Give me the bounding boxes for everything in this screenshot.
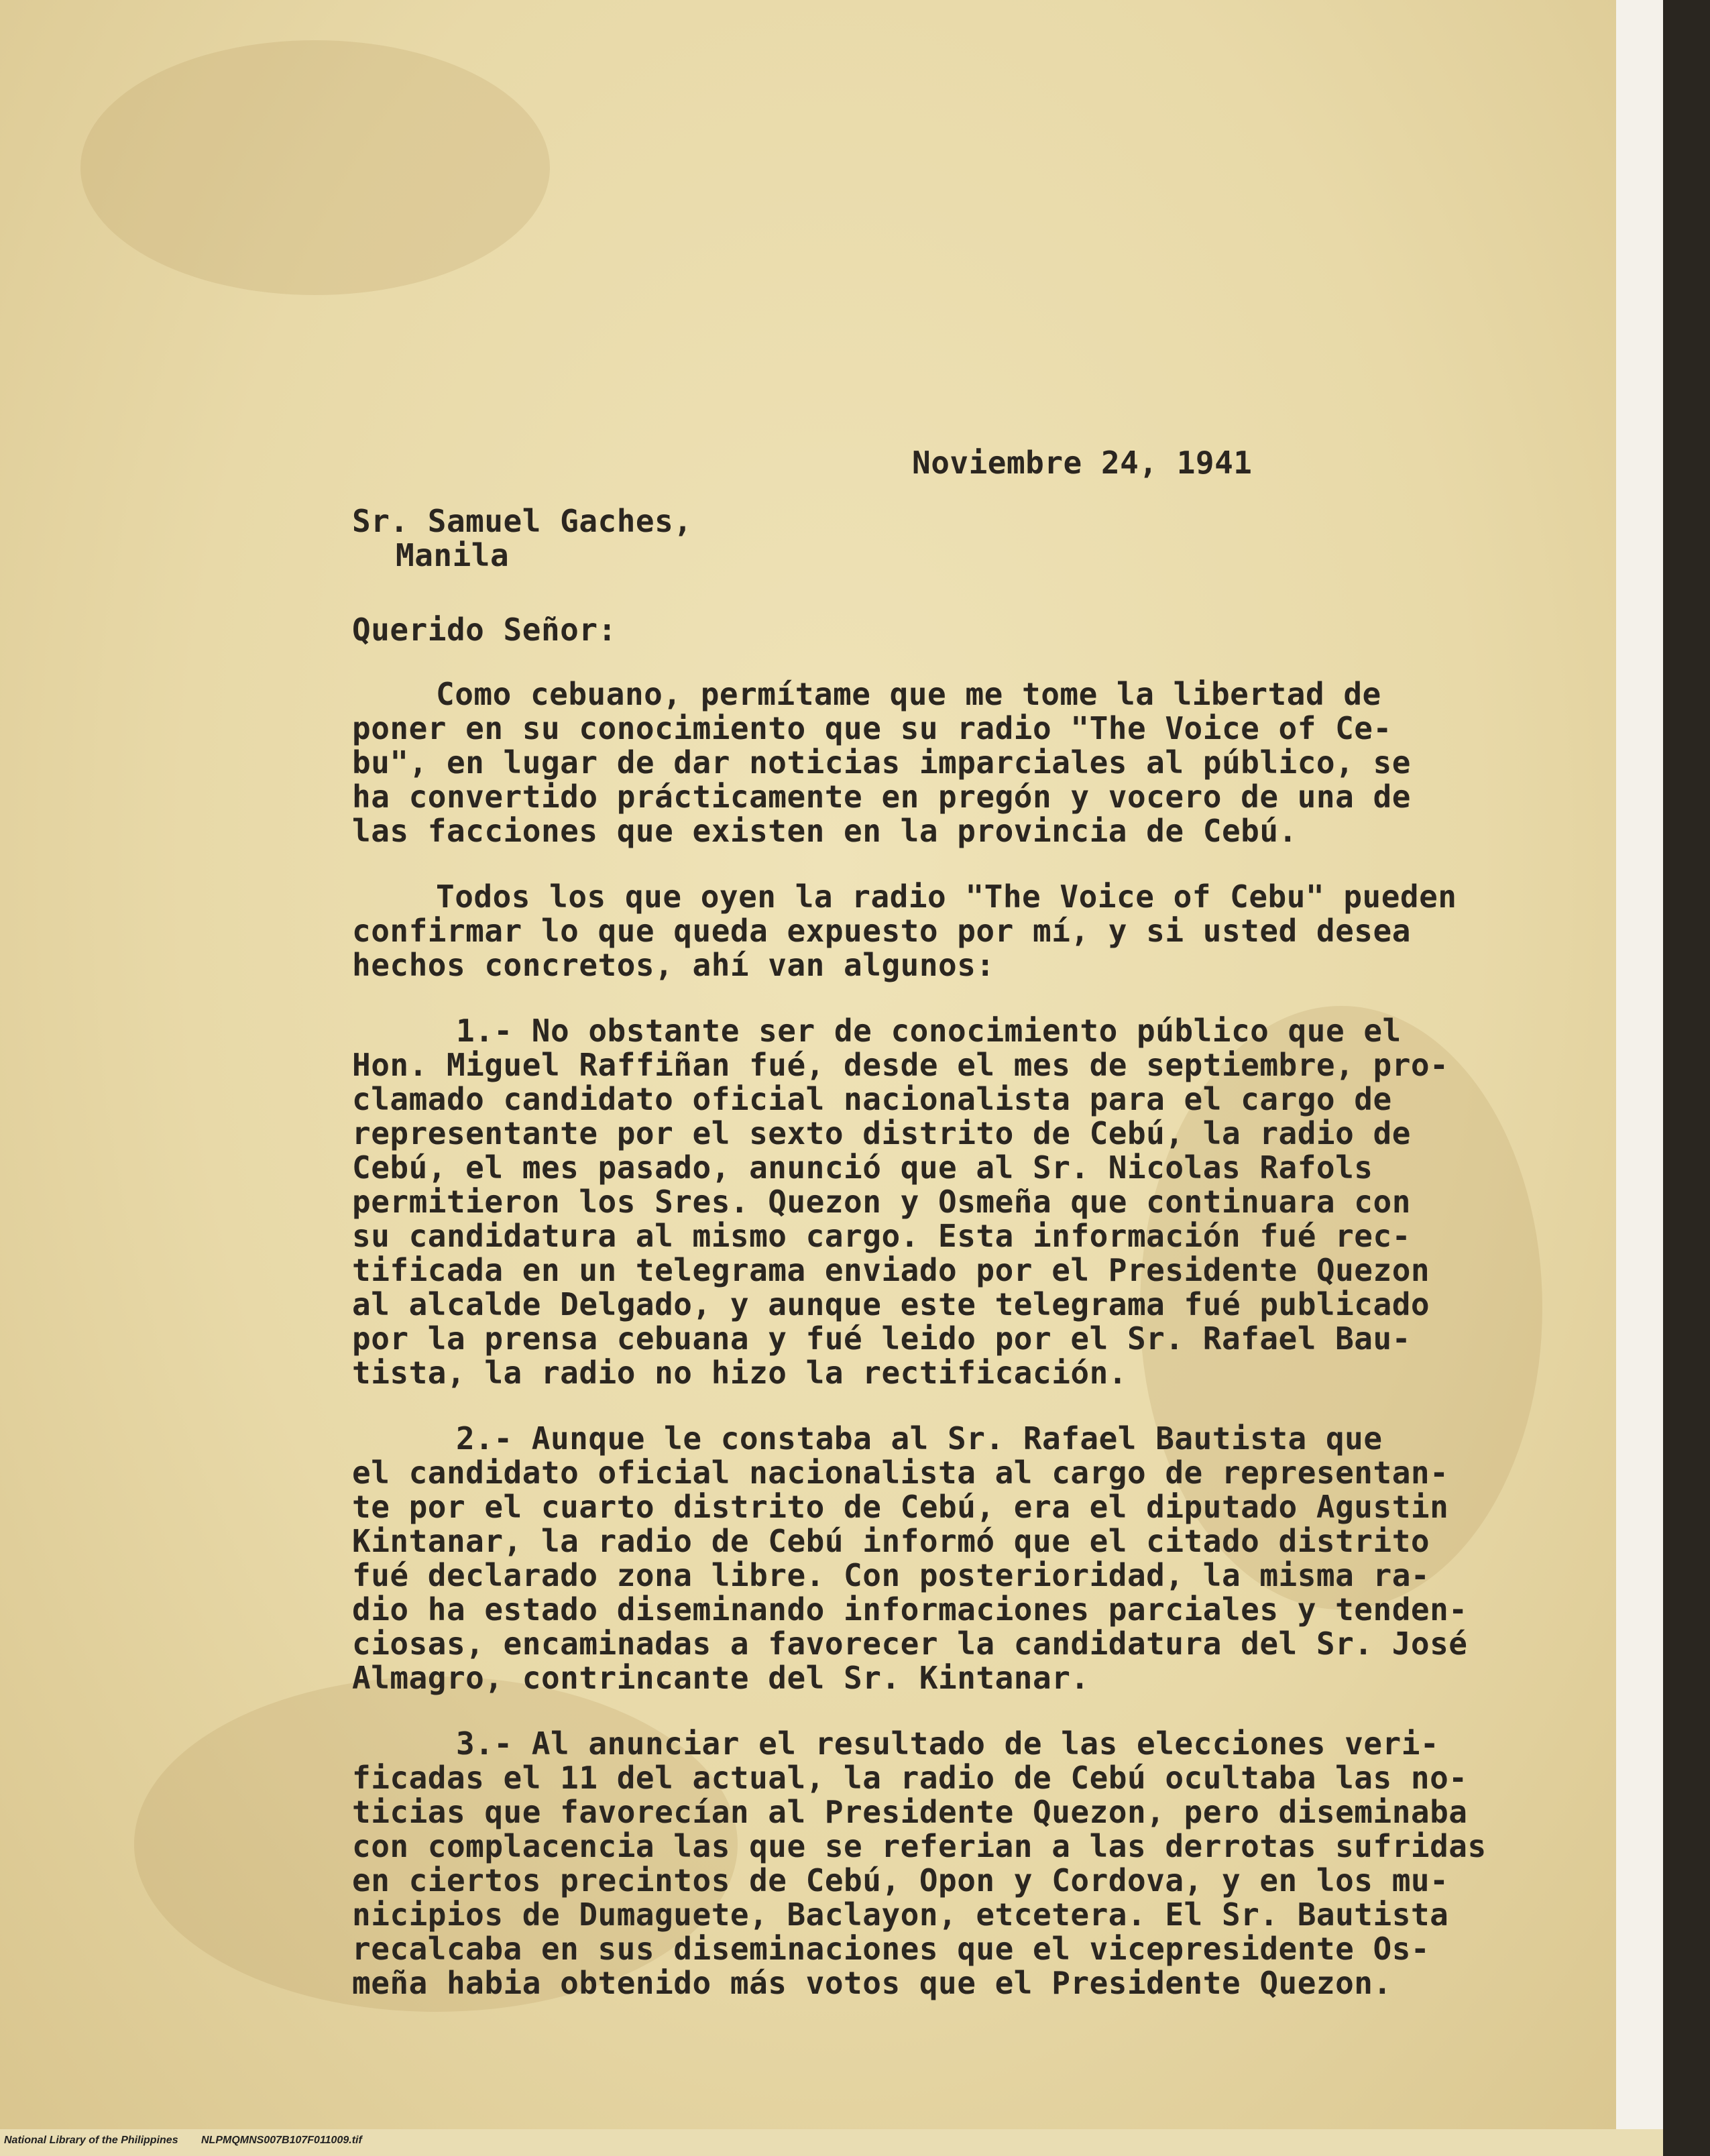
paragraph-4-line: Almagro, contrincante del Sr. Kintanar.: [352, 1660, 1090, 1696]
paragraph-4-line: 2.- Aunque le constaba al Sr. Rafael Bautista que: [456, 1420, 1383, 1457]
paragraph-4-line: te por el cuarto distrito de Cebú, era el diputado Agustin: [352, 1489, 1449, 1525]
paragraph-5-line: con complacencia las que se referian a las derrotas sufridas: [352, 1828, 1487, 1864]
paragraph-1-line: poner en su conocimiento que su radio "The Voice of Ce-: [352, 710, 1392, 746]
paragraph-5-line: ticias que favorecían al Presidente Quezon, pero diseminaba: [352, 1794, 1468, 1830]
paragraph-1-line: bu", en lugar de dar noticias imparciales al público, se: [352, 744, 1411, 781]
paragraph-1-line: ha convertido prácticamente en pregón y vocero de una de: [352, 779, 1411, 815]
paragraph-3-line: representante por el sexto distrito de Cebú, la radio de: [352, 1115, 1411, 1151]
paragraph-3-line: tista, la radio no hizo la rectificación.: [352, 1355, 1127, 1391]
salutation: Querido Señor:: [352, 612, 617, 648]
paragraph-4-line: dio ha estado diseminando informaciones parciales y tenden-: [352, 1591, 1468, 1628]
paragraph-5-line: meña habia obtenido más votos que el Presidente Quezon.: [352, 1965, 1392, 2001]
recipient-city: Manila: [396, 537, 510, 573]
paragraph-2-line: hechos concretos, ahí van algunos:: [352, 947, 995, 983]
paragraph-3-line: Cebú, el mes pasado, anunció que al Sr. Nicolas Rafols: [352, 1149, 1373, 1186]
paragraph-5-line: en ciertos precintos de Cebú, Opon y Cordova, y en los mu-: [352, 1862, 1449, 1898]
footer-file-id: NLPMQMNS007B107F011009.tif: [201, 2135, 362, 2146]
paragraph-3-line: al alcalde Delgado, y aunque este telegrama fué publicado: [352, 1286, 1430, 1322]
paragraph-2-line: Todos los que oyen la radio "The Voice of Cebu" pueden: [436, 878, 1457, 915]
paragraph-3-line: 1.- No obstante ser de conocimiento público que el: [456, 1013, 1402, 1049]
paragraph-3-line: permitieron los Sres. Quezon y Osmeña que continuara con: [352, 1184, 1411, 1220]
scan-footer: [0, 2129, 1663, 2156]
paragraph-2-line: confirmar lo que queda expuesto por mí, y si usted desea: [352, 913, 1411, 949]
footer-institution: National Library of the Philippines: [4, 2135, 178, 2146]
paragraph-5-line: nicipios de Dumaguete, Baclayon, etcetera. El Sr. Bautista: [352, 1896, 1449, 1933]
paragraph-3-line: Hon. Miguel Raffiñan fué, desde el mes de septiembre, pro-: [352, 1047, 1449, 1083]
paragraph-4-line: Kintanar, la radio de Cebú informó que el citado distrito: [352, 1523, 1430, 1559]
paragraph-5-line: recalcaba en sus diseminaciones que el vicepresidente Os-: [352, 1931, 1430, 1967]
letter-date: Noviembre 24, 1941: [912, 445, 1253, 481]
paragraph-3-line: por la prensa cebuana y fué leido por el Sr. Rafael Bau-: [352, 1320, 1411, 1357]
paragraph-5-line: 3.- Al anunciar el resultado de las elecciones veri-: [456, 1725, 1440, 1762]
paragraph-3-line: tificada en un telegrama enviado por el Presidente Quezon: [352, 1252, 1430, 1288]
paragraph-3-line: su candidatura al mismo cargo. Esta información fué rec-: [352, 1218, 1411, 1254]
paragraph-4-line: ciosas, encaminadas a favorecer la candidatura del Sr. José: [352, 1626, 1468, 1662]
paragraph-1-line: Como cebuano, permítame que me tome la libertad de: [436, 676, 1381, 712]
paragraph-4-line: el candidato oficial nacionalista al cargo de representan-: [352, 1455, 1449, 1491]
paragraph-3-line: clamado candidato oficial nacionalista para el cargo de: [352, 1081, 1392, 1117]
paragraph-1-line: las facciones que existen en la provincia de Cebú.: [352, 813, 1298, 849]
paragraph-4-line: fué declarado zona libre. Con posterioridad, la misma ra-: [352, 1557, 1430, 1593]
recipient-name: Sr. Samuel Gaches,: [352, 503, 693, 539]
paragraph-5-line: ficadas el 11 del actual, la radio de Cebú ocultaba las no-: [352, 1760, 1468, 1796]
